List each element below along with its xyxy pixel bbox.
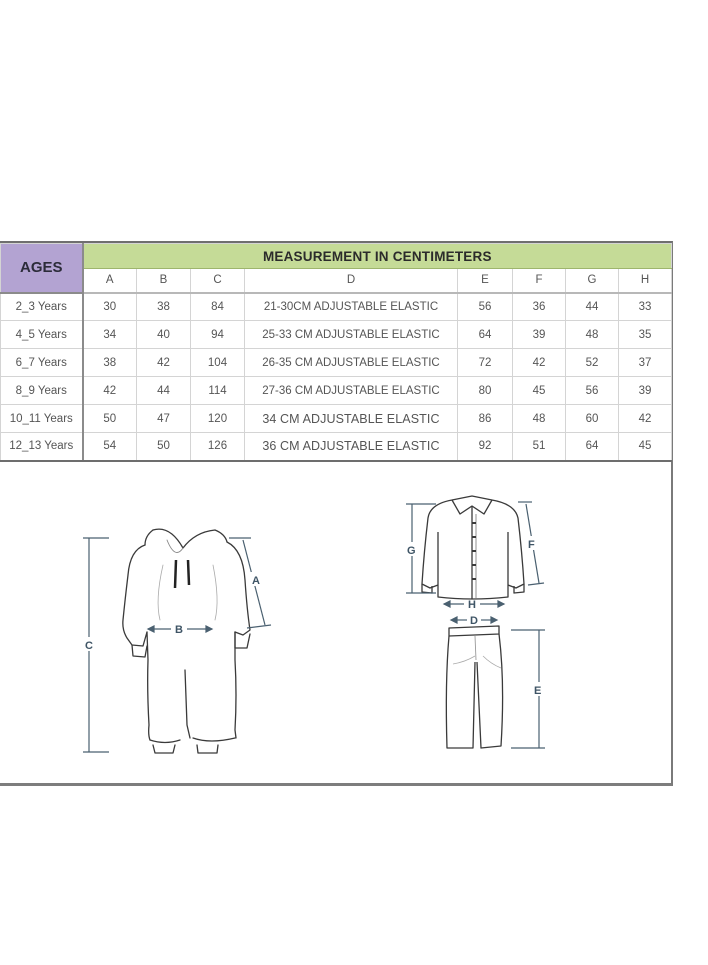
table-row [1,405,672,433]
age-cell: 8_9 Years [1,377,83,405]
cell-b: 38 [137,293,191,321]
cell-b: 47 [137,405,191,433]
onesie-diagram [75,520,285,765]
cell-a: 50 [83,405,137,433]
cell-c: 114 [191,377,245,405]
cell-g: 60 [566,405,619,433]
table-row [1,293,672,321]
shirt-diagram [400,492,560,610]
cell-h: 33 [619,293,672,321]
column-header-a: A [83,269,137,293]
size-chart-table [0,243,672,462]
cell-d: 34 CM ADJUSTABLE ELASTIC [245,405,458,433]
cell-b: 40 [137,321,191,349]
cell-c: 120 [191,405,245,433]
age-cell: 10_11 Years [1,405,83,433]
column-header-h: H [619,269,672,293]
column-header-g: G [566,269,619,293]
cell-h: 37 [619,349,672,377]
cell-g: 56 [566,377,619,405]
table-row [1,377,672,405]
table-row [1,433,672,461]
cell-a: 42 [83,377,137,405]
table-row [1,321,672,349]
cell-c: 104 [191,349,245,377]
cell-e: 80 [458,377,513,405]
cell-g: 48 [566,321,619,349]
cell-f: 39 [513,321,566,349]
cell-c: 126 [191,433,245,461]
cell-g: 44 [566,293,619,321]
cell-h: 35 [619,321,672,349]
cell-d: 25-33 CM ADJUSTABLE ELASTIC [245,321,458,349]
cell-d: 36 CM ADJUSTABLE ELASTIC [245,433,458,461]
cell-d: 26-35 CM ADJUSTABLE ELASTIC [245,349,458,377]
cell-a: 34 [83,321,137,349]
cell-d: 27-36 CM ADJUSTABLE ELASTIC [245,377,458,405]
pants-diagram [435,612,550,754]
cell-e: 86 [458,405,513,433]
cell-e: 72 [458,349,513,377]
cell-c: 84 [191,293,245,321]
cell-f: 48 [513,405,566,433]
ages-header: AGES [1,244,83,293]
cell-g: 64 [566,433,619,461]
cell-h: 39 [619,377,672,405]
cell-a: 30 [83,293,137,321]
table-row [1,349,672,377]
cell-a: 38 [83,349,137,377]
dimension-label-g: G [407,545,416,557]
cell-g: 52 [566,349,619,377]
cell-b: 42 [137,349,191,377]
cell-c: 94 [191,321,245,349]
dimension-label-e: E [534,685,542,697]
measurement-header: MEASUREMENT IN CENTIMETERS [83,244,672,269]
column-header-f: F [513,269,566,293]
cell-f: 42 [513,349,566,377]
cell-a: 54 [83,433,137,461]
dimension-label-a: A [252,575,260,587]
dimension-label-b: B [175,624,183,636]
cell-e: 64 [458,321,513,349]
cell-f: 45 [513,377,566,405]
cell-e: 56 [458,293,513,321]
dimension-label-c: C [85,640,93,652]
column-header-b: B [137,269,191,293]
dimension-label-d: D [470,615,478,627]
age-cell: 12_13 Years [1,433,83,461]
cell-h: 45 [619,433,672,461]
cell-e: 92 [458,433,513,461]
cell-h: 42 [619,405,672,433]
column-header-e: E [458,269,513,293]
dimension-label-f: F [528,539,535,551]
cell-d: 21-30CM ADJUSTABLE ELASTIC [245,293,458,321]
cell-f: 36 [513,293,566,321]
age-cell: 2_3 Years [1,293,83,321]
age-cell: 4_5 Years [1,321,83,349]
column-header-d: D [245,269,458,293]
dimension-label-h: H [468,599,476,610]
age-cell: 6_7 Years [1,349,83,377]
cell-b: 44 [137,377,191,405]
cell-f: 51 [513,433,566,461]
column-header-c: C [191,269,245,293]
cell-b: 50 [137,433,191,461]
